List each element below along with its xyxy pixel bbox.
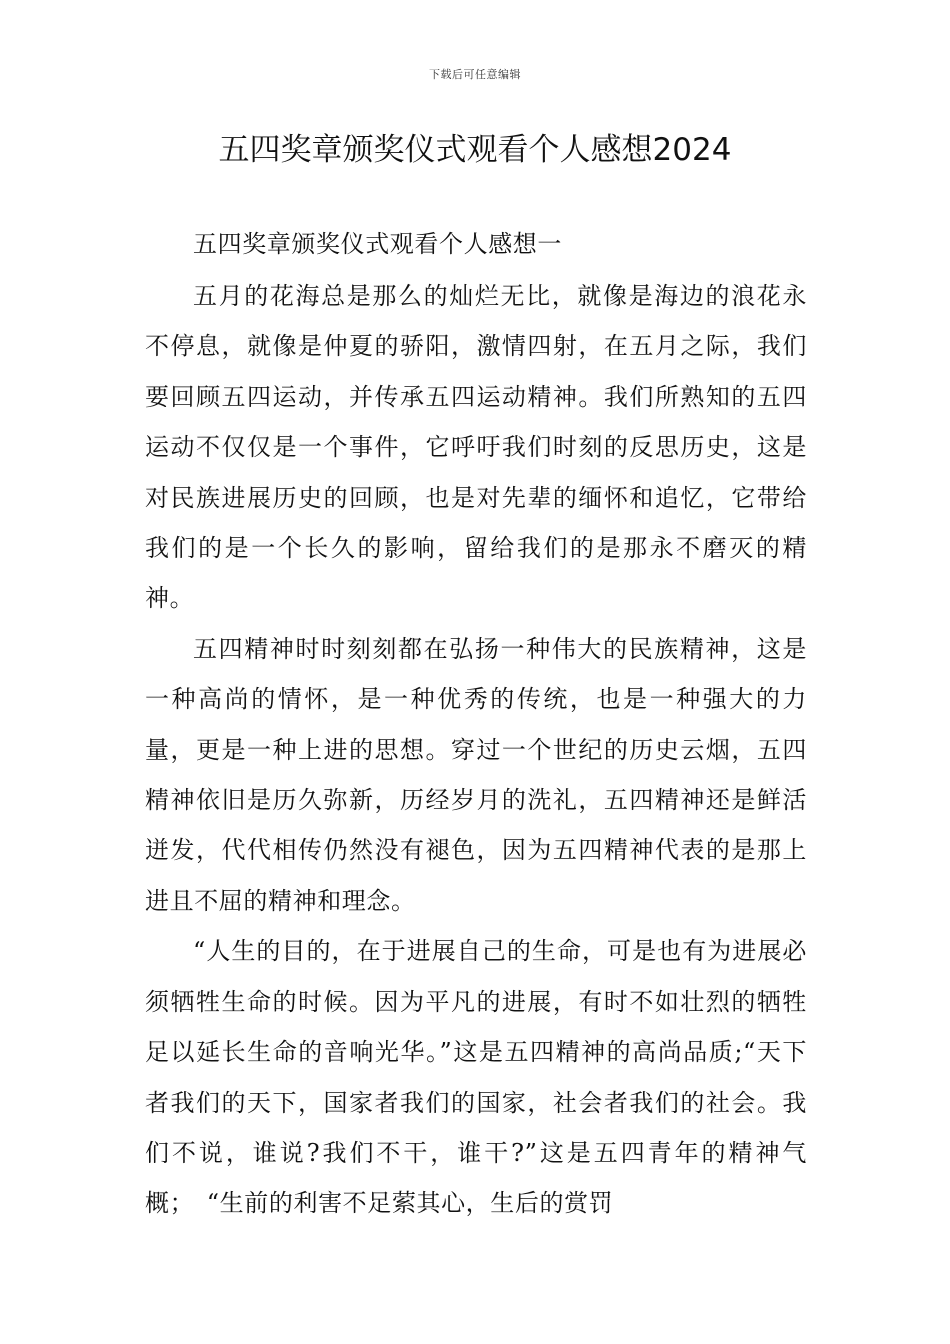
- header-note: 下载后可任意编辑: [429, 68, 521, 81]
- paragraph-1: 五月的花海总是那么的灿烂无比，就像是海边的浪花永不停息，就像是仲夏的骄阳，激情四射，在五月之际，我们要回顾五四运动，并传承五四运动精神。我们所熟知的五四运动不仅仅是一个事件，它呼吁我们时刻的反思历史，这是对民族进展历史的回顾，也是对先辈的缅怀和追忆，它带给我们的是一个长久的影响，留给我们的是那永不磨灭的精神。: [145, 282, 807, 613]
- document-title: 五四奖章颁奖仪式观看个人感想2024: [218, 132, 732, 168]
- section-heading: 五四奖章颁奖仪式观看个人感想一: [193, 230, 562, 258]
- paragraph-2: 五四精神时时刻刻都在弘扬一种伟大的民族精神，这是一种高尚的情怀，是一种优秀的传统，也是一种强大的力量，更是一种上进的思想。穿过一个世纪的历史云烟，五四精神依旧是历久弥新，历经岁月的洗礼，五四精神还是鲜活迸发，代代相传仍然没有褪色，因为五四精神代表的是那上进且不屈的精神和理念。: [145, 634, 807, 915]
- paragraph-3: “人生的目的，在于进展自己的生命，可是也有为进展必须牺牲生命的时候。因为平凡的进展，有时不如壮烈的牺牲足以延长生命的音响光华。”这是五四精神的高尚品质;“天下者我们的天下，国家者我们的国家，社会者我们的社会。我们不说，谁说?我们不干，谁干?”这是五四青年的精神气概； “生前的利害不足萦其心，生后的赏罚: [145, 937, 807, 1218]
- document-body: [145, 224, 807, 1229]
